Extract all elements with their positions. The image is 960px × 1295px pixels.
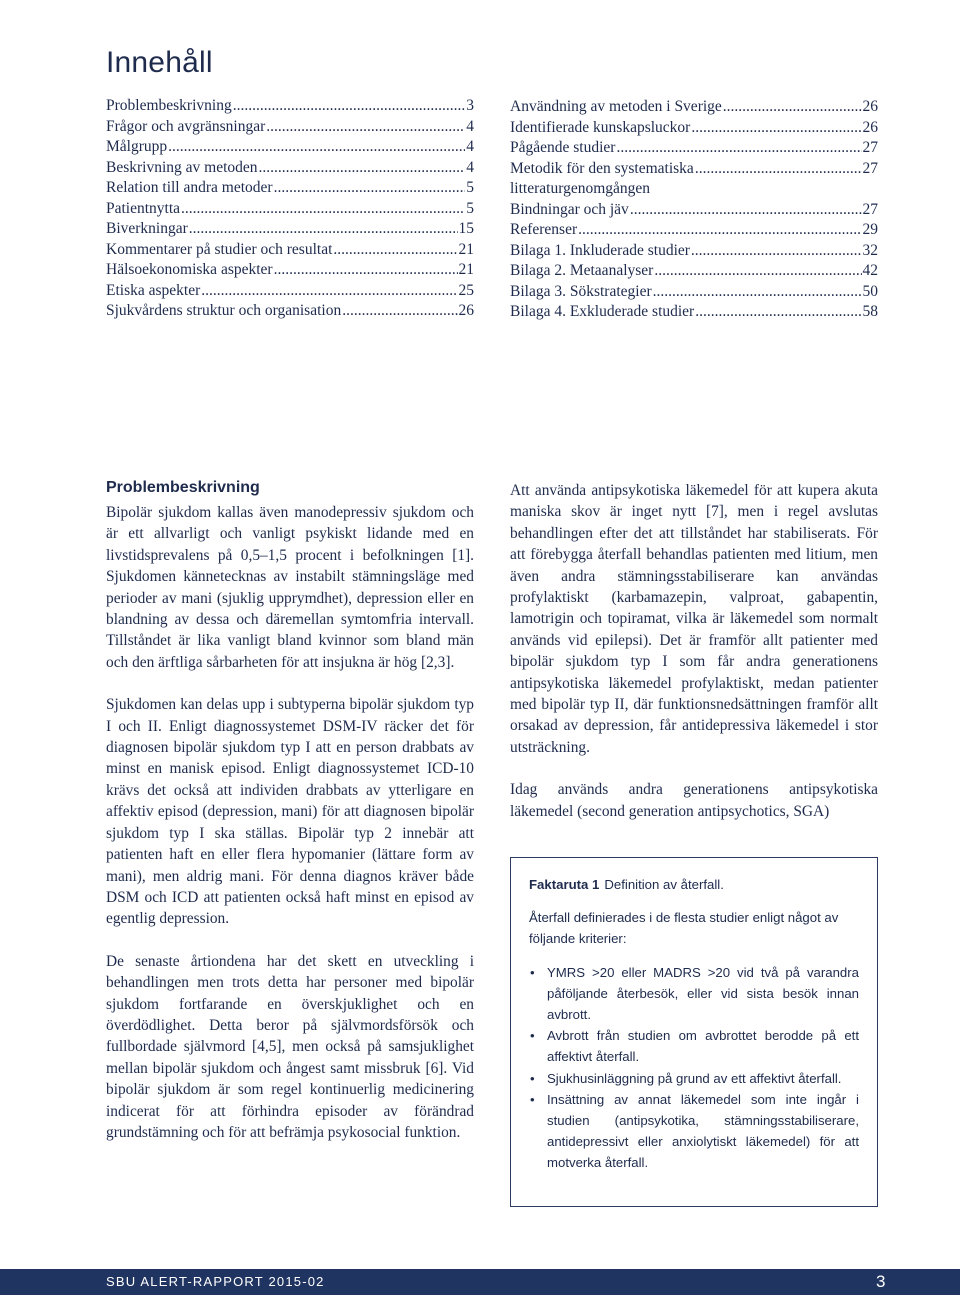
fact-box-list xyxy=(529,962,859,1174)
toc-entry[interactable]: Bindningar och jäv ..... 27 xyxy=(510,200,878,221)
list-item: • Avbrott från studien om avbrottet berodde på ett affektivt återfall. xyxy=(547,1025,859,1067)
list-item: • Insättning av annat läkemedel som inte ingår i studien (antipsykotika, stämningsstabiliserare, antidepressivt eller anxiolytiskt läkemedel) för att motverka återfall. xyxy=(547,1089,859,1174)
toc-entry[interactable]: Identifierade kunskapsluckor ..... 26 xyxy=(510,118,878,139)
body-paragraph: Sjukdomen kan delas upp i subtyperna bipolär sjukdom typ I och II. Enligt diagnossystemet DSM-IV räcker det för diagnosen bipolär sjukdom typ I att en person drabbats av minst en manisk episod. Enligt diagnossystemet ICD-10 krävs det också att individen drabbats av ytterligare en affektiv episod (depression, mani) för att diagnosen bipolär sjukdom typ I ska ställas. Bipolär typ 2 innebär att patienten haft en eller flera hypomanier (lättare form av mani), men aldrig mani. För denna diagnos kräver både DSM och ICD att patienten också haft minst en episod av egentlig depression. xyxy=(106,696,474,928)
fact-box-intro: Återfall definierades i de flesta studier enligt något av följande kriterier: xyxy=(529,910,839,947)
toc-left xyxy=(106,96,474,322)
toc-entry[interactable]: Målgrupp ..... 4 xyxy=(106,137,474,158)
toc-entry[interactable]: Bilaga 4. Exkluderade studier ..... 58 xyxy=(510,302,878,323)
toc-entry[interactable]: Frågor och avgränsningar ..... 4 xyxy=(106,117,474,138)
toc-entry[interactable]: Kommentarer på studier och resultat ..... 21 xyxy=(106,240,474,261)
right-column xyxy=(510,480,878,822)
toc-entry[interactable]: Bilaga 3. Sökstrategier ..... 50 xyxy=(510,282,878,303)
body-paragraph: Idag används andra generationens antipsykotiska läkemedel (second generation antipsychotics, SGA) xyxy=(510,781,878,820)
toc-entry-continued[interactable]: litteraturgenomgången xyxy=(510,180,651,197)
toc-entry[interactable]: Metodik för den systematiska ..... 27 xyxy=(510,159,878,180)
page-number: 3 xyxy=(876,1272,886,1291)
left-column xyxy=(106,477,474,1143)
body-paragraph: Bipolär sjukdom kallas även manodepressiv sjukdom och är ett allvarligt och vanligt psykiskt lidande med en livstidsprevalens på 0,5–1,5 procent i befolkningen [1]. Sjukdomen kännetecknas av instabilt stämningsläge med perioder av mani (sjuklig upprymdhet), depression eller en blandning av dessa och däremellan symtomfria intervall. Tillståndet är lika vanligt bland kvinnor som bland män och den ärftliga sårbarheten för att insjukna är hög [2,3]. xyxy=(106,504,474,671)
page-title: Innehåll xyxy=(106,46,213,79)
toc-entry[interactable]: Etiska aspekter ..... 25 xyxy=(106,281,474,302)
footer-bar xyxy=(0,1269,960,1295)
toc-entry[interactable]: Relation till andra metoder ..... 5 xyxy=(106,178,474,199)
toc-entry[interactable]: Patientnytta ..... 5 xyxy=(106,199,474,220)
toc-entry[interactable]: Beskrivning av metoden ..... 4 xyxy=(106,158,474,179)
body-paragraph: De senaste årtiondena har det skett en utveckling i behandlingen men trots detta har personer med bipolär sjukdom fortfarande en överskjuklighet och en överdödlighet. Detta beror på självmordsförsök och fullbordade självmord [4,5], men också på samsjuklighet mellan bipolär sjukdom och ångest samt missbruk [6]. Vid bipolär sjukdom är som regel kontinuerlig medicinering indicerat för att förhindra episoder av förändrad grundstämning och för att befrämja psykosocial funktion. xyxy=(106,952,474,1141)
fact-box xyxy=(510,857,878,1207)
toc-entry[interactable]: Referenser ..... 29 xyxy=(510,220,878,241)
toc-entry[interactable]: Pågående studier ..... 27 xyxy=(510,138,878,159)
toc-entry[interactable]: Användning av metoden i Sverige ..... 26 xyxy=(510,97,878,118)
fact-box-title: Definition av återfall. xyxy=(604,877,724,892)
toc-entry[interactable]: Bilaga 1. Inkluderade studier ..... 32 xyxy=(510,241,878,262)
footer-text: SBU ALERT-RAPPORT 2015-02 xyxy=(106,1274,325,1289)
toc-entry[interactable]: Sjukvårdens struktur och organisation ..... 26 xyxy=(106,301,474,322)
list-item: • Sjukhusinläggning på grund av ett affektivt återfall. xyxy=(547,1068,859,1089)
fact-box-label: Faktaruta 1 xyxy=(529,877,600,892)
toc-entry[interactable]: Biverkningar ..... 15 xyxy=(106,219,474,240)
toc-entry[interactable]: Bilaga 2. Metaanalyser ..... 42 xyxy=(510,261,878,282)
toc-right xyxy=(510,97,878,323)
toc-entry[interactable]: Hälsoekonomiska aspekter ..... 21 xyxy=(106,260,474,281)
body-paragraph: Att använda antipsykotiska läkemedel för att kupera akuta maniska skov är inget nytt [7], men i regel avslutas behandlingen efter det att tillståndet har stabiliserats. För att förebygga återfall behandlas patienten med litium, men även andra stämningsstabiliserare kan användas profylaktiskt (karbamazepin, valproat, gabapentin, lamotrigin och topiramat, vilka är läkemedel som normalt används vid epilepsi). Det är framför allt patienter med bipolär sjukdom typ I som får andra generationens antipsykotiska läkemedel profylaktiskt, medan patienter med bipolär typ II, där funktionsnedsättningen framför allt orsakad av depression, får antidepressiva läkemedel i stor utsträckning. xyxy=(510,482,878,756)
section-title: Problembeskrivning xyxy=(106,479,260,496)
list-item: • YMRS >20 eller MADRS >20 vid två på varandra påföljande återbesök, eller vid sista besök innan avbrott. xyxy=(547,962,859,1026)
fact-box-heading xyxy=(529,874,859,895)
toc-entry[interactable]: Problembeskrivning ..... 3 xyxy=(106,96,474,117)
